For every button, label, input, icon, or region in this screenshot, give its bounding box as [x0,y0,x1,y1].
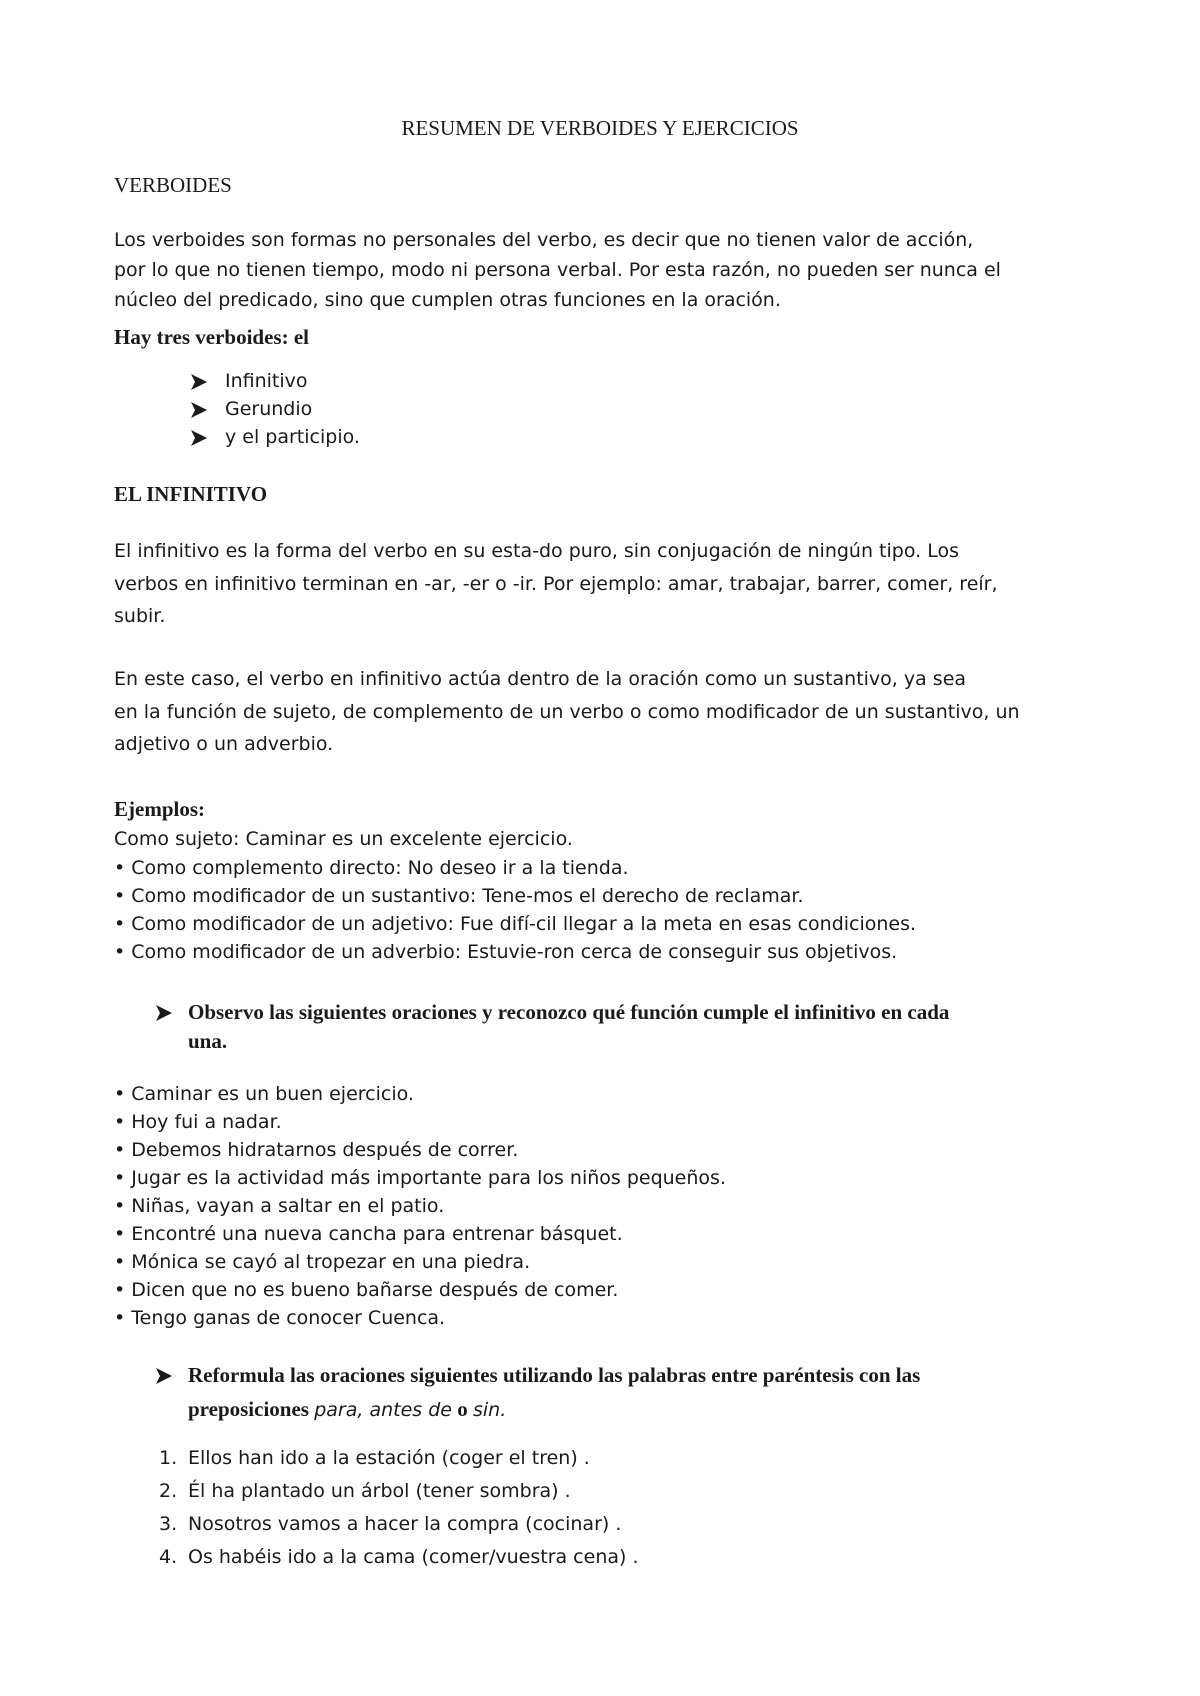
exercise-2-item-text: Os habéis ido a la cama (comer/vuestra cena) . [188,1546,639,1568]
infinitivo-p1-line-3: subir. [114,605,166,627]
arrow-bullet-icon [155,1367,173,1385]
infinitivo-p2-line-1: En este caso, el verbo en infinitivo actúa dentro de la oración como un sustantivo, ya sea [114,668,967,690]
verboides-line-3: núcleo del predicado, sino que cumplen otras funciones en la oración. [114,289,781,311]
exercise-1-instruction-line-1: Observo las siguientes oraciones y reconozco qué función cumple el infinitivo en cada [188,1000,950,1024]
exercise-1-instruction-line-2: una. [188,1029,228,1053]
exercise-1-sentence: • Mónica se cayó al tropezar en una piedra. [114,1251,531,1273]
arrow-bullet-icon [155,1004,173,1022]
exercise-1-sentence: • Jugar es la actividad más importante para los niños pequeños. [114,1167,726,1189]
exercise-1-sentence: • Tengo ganas de conocer Cuenca. [114,1307,446,1329]
exercise-2-item-text: Nosotros vamos a hacer la compra (cocinar) . [188,1513,622,1535]
verboides-line-1: Los verboides son formas no personales del verbo, es decir que no tienen valor de acción, [114,229,974,251]
exercise-2-instruction-line-1: Reformula las oraciones siguientes utilizando las palabras entre paréntesis con las [188,1363,921,1387]
infinitivo-p2-line-3: adjetivo o un adverbio. [114,733,334,755]
example-line: Como sujeto: Caminar es un excelente ejercicio. [114,828,573,850]
arrow-bullet-icon [190,373,208,391]
list-item [190,373,208,396]
example-line: • Como modificador de un adjetivo: Fue difí-cil llegar a la meta en esas condiciones. [114,913,917,935]
list-item [190,429,208,452]
arrow-bullet-icon [190,401,208,419]
exercise-2-instruction-line-2 [188,1397,506,1422]
page-title: RESUMEN DE VERBOIDES Y EJERCICIOS [401,116,799,140]
instruction-text: o [451,1397,473,1421]
exercise-1-sentence: • Encontré una nueva cancha para entrenar básquet. [114,1223,623,1245]
exercise-1-sentence: • Dicen que no es bueno bañarse después de comer. [114,1279,619,1301]
example-line: • Como modificador de un adverbio: Estuvie-ron cerca de conseguir sus objetivos. [114,941,898,963]
exercise-2-item-number: 1. [159,1447,178,1469]
instruction-italic: sin. [472,1399,507,1421]
exercise-2-item-number: 3. [159,1513,178,1535]
verboides-item-1: Infinitivo [225,370,308,392]
exercise-2-item-number: 4. [159,1546,178,1568]
infinitivo-p2-line-2: en la función de sujeto, de complemento de un verbo o como modificador de un sustantivo, un [114,701,1020,723]
exercise-2-item-text: Él ha plantado un árbol (tener sombra) . [188,1480,571,1502]
verboides-item-2: Gerundio [225,398,313,420]
verboides-item-3: y el participio. [225,426,360,448]
example-line: • Como modificador de un sustantivo: Tene-mos el derecho de reclamar. [114,885,804,907]
infinitivo-p1-line-2: verbos en infinitivo terminan en -ar, -er o -ir. Por ejemplo: amar, trabajar, barrer, comer, reír, [114,573,998,595]
exercise-2-marker [155,1367,173,1390]
instruction-italic: para, antes de [314,1399,452,1421]
exercise-2-item-text: Ellos han ido a la estación (coger el tren) . [188,1447,590,1469]
list-item [190,401,208,424]
arrow-bullet-icon [190,429,208,447]
exercise-1-sentence: • Niñas, vayan a saltar en el patio. [114,1195,445,1217]
heading-infinitivo: EL INFINITIVO [114,482,268,506]
infinitivo-p1-line-1: El infinitivo es la forma del verbo en su esta-do puro, sin conjugación de ningún tipo. Los [114,540,959,562]
exercise-1-sentence: • Caminar es un buen ejercicio. [114,1083,414,1105]
verboides-line-2: por lo que no tienen tiempo, modo ni persona verbal. Por esta razón, no pueden ser nunca el [114,259,1001,281]
examples-heading: Ejemplos: [114,797,205,821]
example-line: • Como complemento directo: No deseo ir a la tienda. [114,857,629,879]
heading-verboides: VERBOIDES [114,173,232,197]
exercise-2-item-number: 2. [159,1480,178,1502]
exercise-1-marker [155,1004,173,1027]
verboides-intro: Hay tres verboides: el [114,325,309,349]
instruction-text: preposiciones [188,1397,315,1421]
exercise-1-sentence: • Debemos hidratarnos después de correr. [114,1139,519,1161]
exercise-1-sentence: • Hoy fui a nadar. [114,1111,282,1133]
